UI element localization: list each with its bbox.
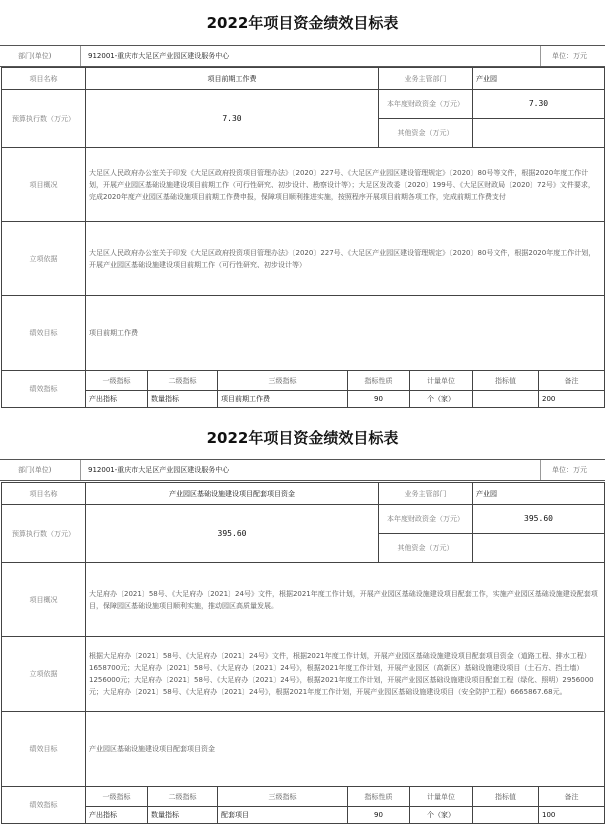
goal-label: 绩效目标: [2, 712, 86, 787]
unit-label: 部门(单位): [18, 52, 52, 60]
project-name-label: 项目名称: [2, 68, 86, 90]
project-name-label: 项目名称: [2, 483, 86, 505]
indicator-cell: 数量指标: [148, 807, 218, 824]
basis-label: 立项依据: [2, 637, 86, 712]
indicator-header: 备注: [539, 371, 605, 391]
overview-label: 项目概况: [2, 148, 86, 222]
other-funds-label: 其他资金（万元）: [379, 534, 473, 563]
budget-label: 预算执行数（万元）: [2, 90, 86, 148]
indicator-cell: 项目前期工作费: [218, 391, 348, 408]
project-name: 项目前期工作费: [86, 68, 379, 90]
indicator-cell: 个（家）: [410, 807, 473, 824]
other-funds-label: 其他资金（万元）: [379, 119, 473, 148]
money-unit: 单位：万元: [552, 466, 587, 474]
indicator-cell: [473, 391, 539, 408]
overview-label: 项目概况: [2, 563, 86, 637]
indicator-header: 二级指标: [148, 371, 218, 391]
money-unit: 单位：万元: [552, 52, 587, 60]
indicator-cell: [473, 807, 539, 824]
indicator-cell: 产出指标: [86, 391, 148, 408]
indicator-header: 三级指标: [218, 371, 348, 391]
goal-text: 产业园区基础设施建设项目配套项目资金: [86, 712, 605, 787]
unit-value: 912001-重庆市大足区产业园区建设服务中心: [88, 466, 230, 474]
basis-text: 大足区人民政府办公室关于印发《大足区政府投资项目管理办法》〔2020〕227号、《大足区产业园区建设管理规定》〔2020〕80号文件，根据2020年度工作计划，开展产业园区基础设施建设项目前期工作（可行性研究、初步设计等）: [86, 222, 605, 296]
current-year-label: 本年度财政资金（万元）: [379, 90, 473, 119]
budget-label: 预算执行数（万元）: [2, 505, 86, 563]
indicator-cell: 200: [539, 391, 605, 408]
table-title: 2022年项目资金绩效目标表: [206, 14, 399, 32]
indicator-cell: 90: [348, 807, 410, 824]
indicator-label: 绩效指标: [2, 371, 86, 408]
indicator-cell: 100: [539, 807, 605, 824]
target-grid: [1, 67, 605, 408]
indicator-header: 计量单位: [410, 371, 473, 391]
table-title: 2022年项目资金绩效目标表: [206, 429, 399, 447]
indicator-header: 备注: [539, 787, 605, 807]
dept-value: 产业园: [473, 483, 605, 505]
indicator-cell: 配套项目: [218, 807, 348, 824]
indicator-cell: 数量指标: [148, 391, 218, 408]
indicator-header: 一级指标: [86, 371, 148, 391]
indicator-header: 指标性质: [348, 371, 410, 391]
budget-value: 395.60: [86, 505, 379, 563]
indicator-header: 二级指标: [148, 787, 218, 807]
dept-value: 产业园: [473, 68, 605, 90]
goal-label: 绩效目标: [2, 296, 86, 371]
unit-value: 912001-重庆市大足区产业园区建设服务中心: [88, 52, 230, 60]
dept-label: 业务主管部门: [379, 68, 473, 90]
indicator-cell: 产出指标: [86, 807, 148, 824]
other-funds-value: [473, 534, 605, 563]
indicator-header: 指标值: [473, 371, 539, 391]
budget-value: 7.30: [86, 90, 379, 148]
current-year-value: 395.60: [473, 505, 605, 534]
project-name: 产业园区基础设施建设项目配套项目资金: [86, 483, 379, 505]
indicator-cell: 个（家）: [410, 391, 473, 408]
other-funds-value: [473, 119, 605, 148]
target-grid: [1, 482, 605, 824]
overview-text: 大足区人民政府办公室关于印发《大足区政府投资项目管理办法》〔2020〕227号、《大足区产业园区建设管理规定》〔2020〕80号等文件，根据2020年度工作计划，开展产业园区基础设施建设项目前期工作（可行性研究、初步设计、勘察设计等）；大足区发改委〔2020〕199号、《大足区财政局〔2020〕72号》文件要求，完成2020年度产业园区基础设施项目前期工作费申报，保障项目顺利推进实施，按照程序开展项目前期各项工作，完成前期工作费支付: [86, 148, 605, 222]
unit-bar: [0, 459, 605, 481]
unit-bar: [0, 45, 605, 67]
basis-label: 立项依据: [2, 222, 86, 296]
indicator-header: 指标值: [473, 787, 539, 807]
indicator-cell: 90: [348, 391, 410, 408]
indicator-header: 计量单位: [410, 787, 473, 807]
overview-text: 大足府办〔2021〕58号、《大足府办〔2021〕24号》文件，根据2021年度工作计划，开展产业园区基础设施建设项目配套工作，实施产业园区基础设施建设配套项目，保障园区基础设施项目顺利实施，推动园区高质量发展。: [86, 563, 605, 637]
indicator-header: 一级指标: [86, 787, 148, 807]
unit-label: 部门(单位): [18, 466, 52, 474]
current-year-label: 本年度财政资金（万元）: [379, 505, 473, 534]
basis-text: 根据大足府办〔2021〕58号、《大足府办〔2021〕24号》文件，根据2021年度工作计划，开展产业园区基础设施建设项目配套项目资金（道路工程、排水工程）1658700元；大足府办〔2021〕58号、《大足府办〔2021〕24号》，根据2021年度工作计划，开展产业园区（高新区）基础设施建设项目（土石方、挡土墙）1256000元；大足府办〔2021〕58号、《大足府办〔2021〕24号》，根据2021年度工作计划，开展产业园区基础设施建设项目配套工程（绿化、照明）2956000元；大足府办〔2021〕58号、《大足府办〔2021〕24号》，根据2021年度工作计划，开展产业园区基础设施建设项目（安全防护工程）6665867.68元。: [86, 637, 605, 712]
indicator-header: 三级指标: [218, 787, 348, 807]
indicator-label: 绩效指标: [2, 787, 86, 824]
indicator-header: 指标性质: [348, 787, 410, 807]
current-year-value: 7.30: [473, 90, 605, 119]
dept-label: 业务主管部门: [379, 483, 473, 505]
goal-text: 项目前期工作费: [86, 296, 605, 371]
